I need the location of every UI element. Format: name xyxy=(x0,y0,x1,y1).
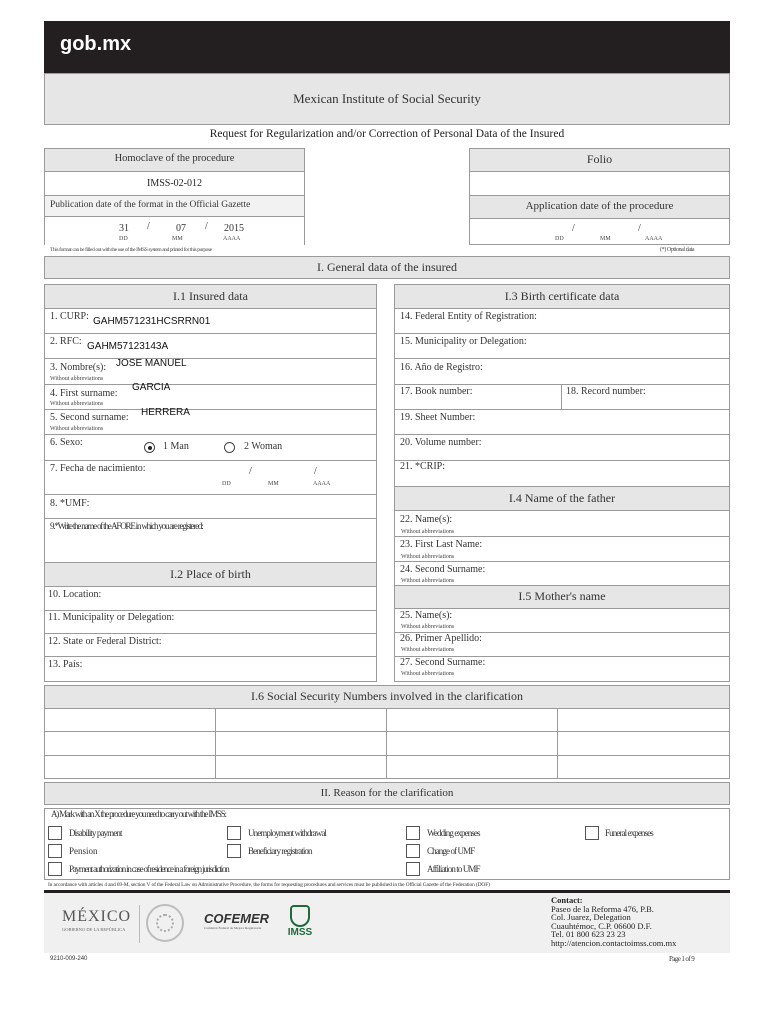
name-label: 3. Nombre(s): xyxy=(50,362,107,373)
checkbox-affiliation-to-umf[interactable] xyxy=(406,862,420,876)
crip-label: 21. *CRIP: xyxy=(400,461,446,472)
book-number-label: 17. Book number: xyxy=(400,386,473,397)
checkbox-unemployment-withdrawal[interactable] xyxy=(227,826,241,840)
curp-field[interactable]: GAHM571231HCSRRN01 xyxy=(93,316,211,327)
checkbox-pension[interactable] xyxy=(48,844,62,858)
rfc-field[interactable]: GAHM57123143A xyxy=(87,341,169,352)
folio-header: Folio xyxy=(469,148,730,172)
gob-mx-logo[interactable]: gob.mx xyxy=(60,33,132,55)
mother-first-label: 26. Primer Apellido: xyxy=(400,633,482,644)
state-label: 12. State or Federal District: xyxy=(48,636,162,647)
publication-day: 31 xyxy=(119,223,129,234)
radio-selected-dot xyxy=(148,446,152,450)
checkbox-disability-payment[interactable] xyxy=(48,826,62,840)
mother-name-header: I.5 Mother's name xyxy=(394,585,730,609)
ssn-cell[interactable] xyxy=(45,709,214,730)
record-number-label: 18. Record number: xyxy=(566,386,646,397)
application-date-input[interactable]: / / DD MM AAAA xyxy=(469,218,730,245)
checkbox-beneficiary-registration[interactable] xyxy=(227,844,241,858)
registration-municipality-label: 15. Municipality or Delegation: xyxy=(400,336,527,347)
ssn-cell[interactable] xyxy=(216,709,385,730)
note-right: (*) Optional data xyxy=(660,247,695,253)
place-of-birth-header: I.2 Place of birth xyxy=(44,562,377,587)
ssn-header: I.6 Social Security Numbers involved in the clarification xyxy=(44,685,730,709)
institute-title: Mexican Institute of Social Security xyxy=(293,91,481,106)
page-number: Page 1 of 9 xyxy=(669,955,695,963)
father-second-label: 24. Second Surname: xyxy=(400,564,486,575)
place-of-birth-box xyxy=(44,586,377,682)
second-surname-field[interactable]: HERRERA xyxy=(141,407,190,418)
checkbox-change-of-umf[interactable] xyxy=(406,844,420,858)
sheet-number-label: 19. Sheet Number: xyxy=(400,412,476,423)
afore-label: 9.*Write the name of the AFORE in which you are registered: xyxy=(50,521,203,531)
name-field[interactable]: JOSE MANUEL xyxy=(116,358,187,369)
country-label: 13. País: xyxy=(48,659,83,670)
folio-input[interactable] xyxy=(469,171,730,196)
volume-number-label: 20. Volume number: xyxy=(400,437,482,448)
publication-month: 07 xyxy=(176,223,186,234)
location-label: 10. Location: xyxy=(48,589,102,600)
request-title: Request for Regularization and/or Correction of Personal Data of the Insured xyxy=(209,128,565,140)
note-left: This format can be filled out with the use of the IMSS system and printed for this purpose xyxy=(50,247,212,253)
insured-data-header: I.1 Insured data xyxy=(44,284,377,309)
homoclave-value-box xyxy=(44,171,305,196)
checkbox-funeral-expenses[interactable] xyxy=(585,826,599,840)
umf-label: 8. *UMF: xyxy=(50,498,90,509)
registration-entity-label: 14. Federal Entity of Registration: xyxy=(400,311,537,322)
second-surname-label: 5. Second surname: xyxy=(50,412,129,423)
birth-date-label: 7. Fecha de nacimiento: xyxy=(50,463,146,474)
mother-second-label: 27. Second Surname: xyxy=(400,657,486,668)
publication-year: 2015 xyxy=(224,223,244,234)
section-1-header: I. General data of the insured xyxy=(44,256,730,279)
checkbox-payment-foreign-jurisdiction[interactable] xyxy=(48,862,62,876)
mother-names-label: 25. Name(s): xyxy=(400,610,453,621)
rfc-label: 2. RFC: xyxy=(50,336,82,347)
publication-label: Publication date of the format in the Official Gazette xyxy=(50,200,251,210)
homoclave-header: Homoclave of the procedure xyxy=(44,148,305,172)
father-names-label: 22. Name(s): xyxy=(400,514,453,525)
sex-woman-label: 2 Woman xyxy=(244,441,283,452)
contact-label: Contact: xyxy=(551,895,583,905)
contact-link[interactable]: http://atencion.contactoimss.com.mx xyxy=(551,937,677,948)
application-date-header: Application date of the procedure xyxy=(469,195,730,219)
first-surname-label: 4. First surname: xyxy=(50,388,118,399)
imss-logo: IMSS xyxy=(283,905,317,938)
ssn-cell[interactable] xyxy=(387,709,556,730)
cofemer-logo: COFEMER Comisión Federal de Mejora Regulatoria xyxy=(204,911,269,930)
form-code: 9210-009-240 xyxy=(50,956,88,962)
father-first-label: 23. First Last Name: xyxy=(400,539,483,550)
imss-shield-icon xyxy=(290,905,310,927)
section-2-header: II. Reason for the clarification xyxy=(44,782,730,805)
birth-municipality-label: 11. Municipality or Delegation: xyxy=(48,612,175,623)
contact-block: Contact: Paseo de la Reforma 476, P.B. Col. Juarez, Delegation Cuauhtémoc, C.P. 06600 D.F. Tel. 01 800 623 23 23 http://atencion.contactoimss.com.mx xyxy=(551,895,677,948)
first-surname-field[interactable]: GARCIA xyxy=(132,382,171,393)
reason-intro: A) Mark with an X the procedure you need to carry out with the IMSS: xyxy=(51,809,226,819)
checkbox-wedding-expenses[interactable] xyxy=(406,826,420,840)
top-header-bar xyxy=(44,21,730,73)
mexico-logo: MÉXICO GOBIERNO DE LA REPÚBLICA xyxy=(62,908,132,932)
ssn-cell[interactable] xyxy=(558,709,729,730)
curp-label: 1. CURP: xyxy=(50,311,89,322)
registration-year-label: 16. Año de Registro: xyxy=(400,362,483,373)
sex-woman-radio[interactable] xyxy=(224,442,235,453)
sex-man-radio[interactable] xyxy=(144,442,155,453)
coat-of-arms-icon xyxy=(146,904,184,942)
publication-date-box: Publication date of the format in the Official Gazette 31 / 07 / 2015 DD MM AAAA xyxy=(44,195,305,245)
homoclave-value: IMSS-02-012 xyxy=(146,178,202,189)
institute-banner xyxy=(44,73,730,125)
birth-certificate-header: I.3 Birth certificate data xyxy=(394,284,730,309)
sex-man-label: 1 Man xyxy=(163,441,189,452)
sex-label: 6. Sexo: xyxy=(50,437,83,448)
father-name-header: I.4 Name of the father xyxy=(394,486,730,511)
legal-note: In accordance with articles 4 and 69-M, section V of the Federal Law on Administrative Procedure, the forms for requesting procedures and services must be published in the Official Gazette of the Federation (DOF) xyxy=(48,882,490,888)
